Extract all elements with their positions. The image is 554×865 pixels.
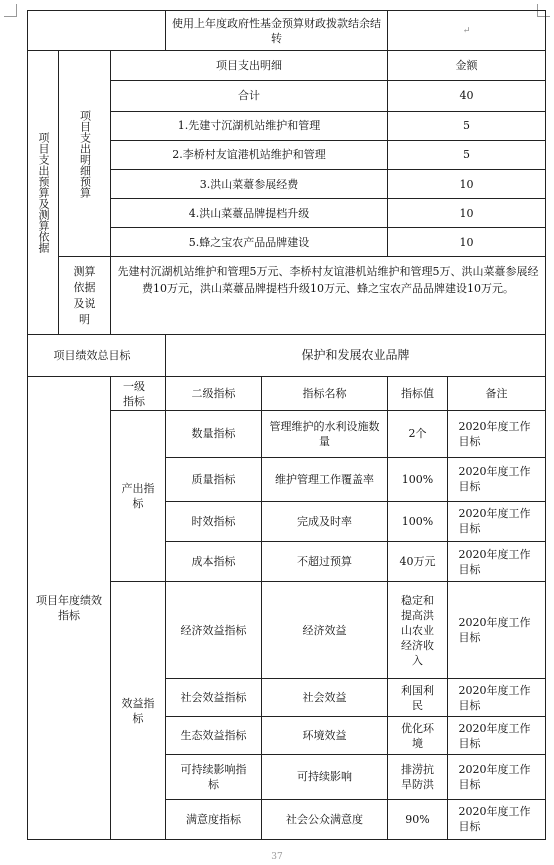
expenditure-item-value: 10: [388, 228, 546, 257]
total-value: 40: [388, 81, 546, 111]
header-value: 指标值: [388, 377, 448, 411]
expenditure-item-value: 5: [388, 140, 546, 169]
expenditure-group-label-cell: [28, 51, 59, 335]
project-name-label-cell: [28, 11, 166, 51]
indicator-note: 2020年度工作目标: [448, 411, 546, 457]
basis-row: [28, 257, 546, 334]
basis-label-cell: [59, 257, 111, 334]
header-amount: 金额: [388, 51, 546, 81]
expenditure-item-value: 10: [388, 199, 546, 228]
basis-label: 测算依据及说明: [73, 264, 96, 326]
indicator-level2: 可持续影响指标: [166, 755, 262, 799]
indicator-value: 90%: [388, 799, 448, 839]
expenditure-item-label: 5.蜂之宝农产品品牌建设: [111, 228, 388, 257]
goal-value: 保护和发展农业品牌: [166, 334, 546, 376]
indicator-name: 社会公众满意度: [262, 799, 388, 839]
goal-label-cell: [28, 334, 166, 376]
indicator-level2: 生态效益指标: [166, 717, 262, 755]
indicator-value: 2个: [388, 411, 448, 457]
header-level1: 一级指标: [111, 377, 166, 411]
indicator-name: 不超过预算: [262, 542, 388, 582]
budget-performance-table: [27, 10, 546, 840]
output-label-cell: 产出指标: [111, 411, 166, 582]
expenditure-item-label: 4.洪山菜薹品牌提档升级: [111, 199, 388, 228]
indicator-value: 排涝抗旱防洪: [388, 755, 448, 799]
indicator-level2: 满意度指标: [166, 799, 262, 839]
header-name: 指标名称: [262, 377, 388, 411]
indicator-name: 环境效益: [262, 717, 388, 755]
expenditure-item-value: 5: [388, 111, 546, 140]
header-level2: 二级指标: [166, 377, 262, 411]
crop-mark-top-left: [4, 4, 17, 17]
basis-text: 先建村沉湖机站维护和管理5万元、李桥村友谊港机站维护和管理5万、洪山菜薹参展经费10万元，洪山菜薹品牌提档升级10万元、蜂之宝农产品品牌建设10万元。: [111, 257, 546, 334]
indicator-note: 2020年度工作目标: [448, 501, 546, 541]
header-item: 项目支出明细: [111, 51, 388, 81]
indicator-note: 2020年度工作目标: [448, 542, 546, 582]
goal-label: 项目绩效总目标: [53, 349, 131, 363]
goal-row: [28, 334, 546, 376]
indicator-note: 2020年度工作目标: [448, 717, 546, 755]
indicator-note: 2020年度工作目标: [448, 755, 546, 799]
indicator-level2: 成本指标: [166, 542, 262, 582]
header-note: 备注: [448, 377, 546, 411]
indicator-value: 40万元: [388, 542, 448, 582]
expenditure-item-label: 2.李桥村友谊港机站维护和管理: [111, 140, 388, 169]
indicator-level2: 数量指标: [166, 411, 262, 457]
page-number: 37: [271, 852, 283, 862]
indicator-group-label-cell: [28, 377, 111, 840]
indicator-name: 社会效益: [262, 678, 388, 716]
indicator-note: 2020年度工作目标: [448, 678, 546, 716]
indicator-value: 100%: [388, 457, 448, 501]
expenditure-item-label: 3.洪山菜薹参展经费: [111, 169, 388, 198]
blank-cell: [388, 11, 546, 51]
expenditure-group-label: 项目支出预算及测算依据: [37, 132, 50, 254]
indicator-note: 2020年度工作目标: [448, 457, 546, 501]
indicator-group-label: 项目年度绩效指标: [36, 594, 102, 623]
indicator-level2: 时效指标: [166, 501, 262, 541]
paragraph-mark: ↵: [462, 26, 471, 37]
expenditure-item-value: 10: [388, 169, 546, 198]
benefit-label-cell: 效益指标: [111, 582, 166, 840]
expenditure-sub-label-cell: [59, 51, 111, 257]
expenditure-header-row: [28, 51, 546, 81]
indicator-value: 利国利民: [388, 678, 448, 716]
indicator-note: 2020年度工作目标: [448, 799, 546, 839]
indicator-level2: 社会效益指标: [166, 678, 262, 716]
total-label: 合计: [111, 81, 388, 111]
indicator-value: 优化环境: [388, 717, 448, 755]
indicator-name: 完成及时率: [262, 501, 388, 541]
indicator-name: 可持续影响: [262, 755, 388, 799]
indicator-level2: 经济效益指标: [166, 582, 262, 679]
indicator-note: 2020年度工作目标: [448, 582, 546, 679]
project-name-row: [28, 11, 546, 51]
indicator-name: 维护管理工作覆盖率: [262, 457, 388, 501]
indicator-name: 管理维护的水利设施数量: [262, 411, 388, 457]
indicator-header-row: [28, 377, 546, 411]
indicator-value: 100%: [388, 501, 448, 541]
expenditure-sub-label: 项目支出明细预算: [78, 109, 92, 198]
project-name-cell: 使用上年度政府性基金预算财政拨款结余结转: [166, 11, 388, 51]
expenditure-item-label: 1.先建寸沉湖机站维护和管理: [111, 111, 388, 140]
indicator-level2: 质量指标: [166, 457, 262, 501]
indicator-name: 经济效益: [262, 582, 388, 679]
indicator-value: 稳定和提高洪山农业经济收入: [388, 582, 448, 679]
